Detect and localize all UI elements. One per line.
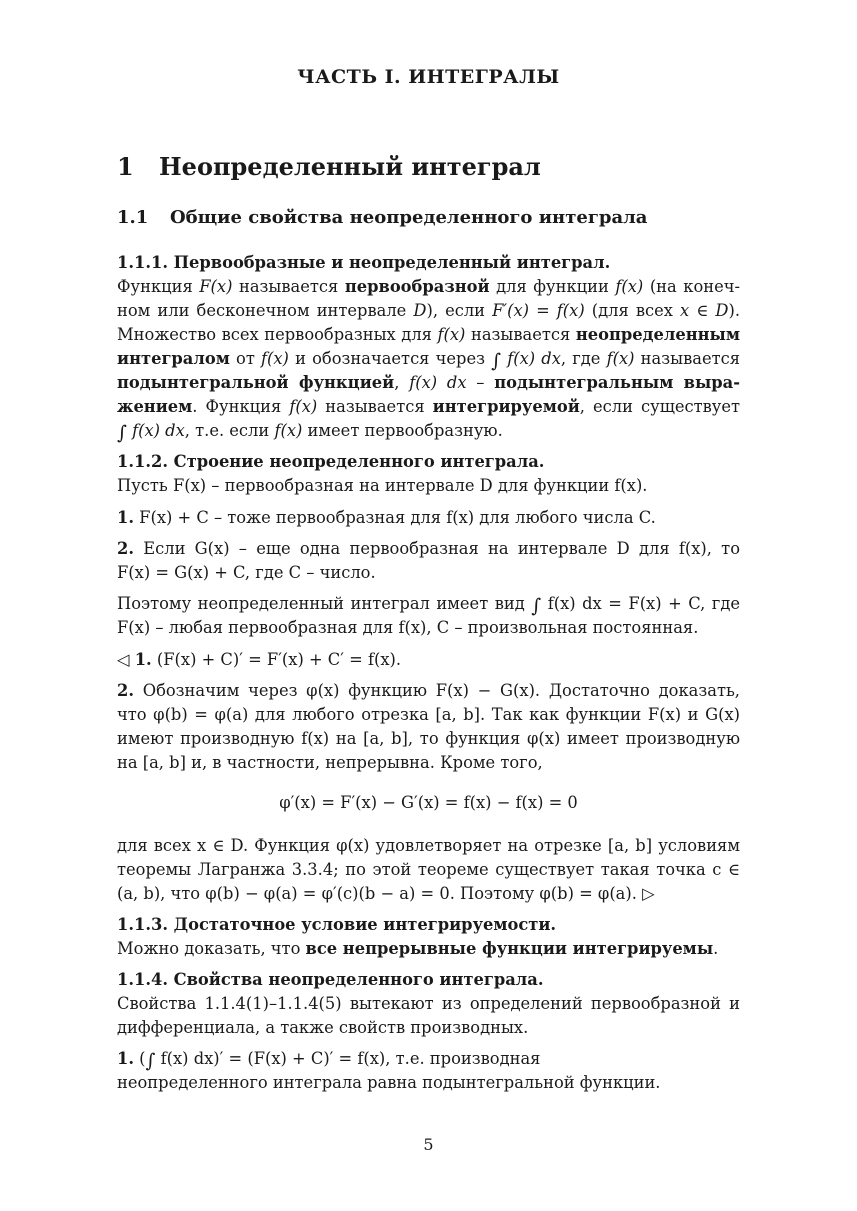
subsection-heading <box>117 207 740 228</box>
term-antiderivative: первообразной <box>344 277 490 296</box>
integral-sign: ∫ <box>117 422 127 444</box>
proof-2-line-4: на [a, b] и, в частности, непрерывна. Кроме того, <box>117 753 543 772</box>
therefore-line-2: F(x) – любая первообразная для f(x), C – произвольная постоянная. <box>117 618 699 637</box>
subsection-title: Общие свойства неопределенного интеграла <box>170 207 648 228</box>
heading-1-1-1: 1.1.1. Первообразные и неопределенный интеграл. <box>117 253 611 272</box>
s111-line-5: подынтегральной функцией, f(x) dx – подынтегральным выра- <box>117 373 740 392</box>
page-number: 5 <box>423 1135 434 1154</box>
proof-2-line-3: имеют производную f(x) на [a, b], то функция φ(x) имеет производную <box>117 729 740 748</box>
integral-sign: ∫ <box>491 350 502 372</box>
integral-sign: ∫ <box>145 1050 156 1072</box>
property-2-line-1: 2. Если G(x) – еще одна первообразная на интервале D для f(x), то <box>117 539 740 558</box>
therefore-line-1: Поэтому неопределенный интеграл имеет вид ∫ f(x) dx = F(x) + C, где <box>117 594 741 617</box>
heading-1-1-4: 1.1.4. Свойства неопределенного интеграла. <box>117 970 544 989</box>
s111-line-1: Функция F(x) называется первообразной для функции f(x) (на конеч- <box>117 277 740 296</box>
s111-line-2: ном или бесконечном интервале D), если F′(x) = f(x) (для всех x ∈ D). <box>117 301 741 320</box>
proof-1: ◁ 1. (F(x) + C)′ = F′(x) + C′ = f(x). <box>117 650 402 669</box>
s114-property-1-line-2: неопределенного интеграла равна подынтегральной функции. <box>117 1073 661 1092</box>
s111-line-6: жением. Функция f(x) называется интегрируемой, если существует <box>117 397 740 416</box>
part-title: ЧАСТЬ I. ИНТЕГРАЛЫ <box>297 66 560 88</box>
s112-intro: Пусть F(x) – первообразная на интервале D для функции f(x). <box>117 476 648 495</box>
section-title: Неопределенный интеграл <box>159 152 541 181</box>
term-continuous-integrable: все непрерывные функции интегрируемы <box>305 939 714 958</box>
proof-2-line-2: что φ(b) = φ(a) для любого отрезка [a, b]. Так как функции F(x) и G(x) <box>117 705 740 724</box>
proof-2-line-5: для всех x ∈ D. Функция φ(x) удовлетворяет на отрезке [a, b] условиям <box>117 836 740 855</box>
property-1: 1. F(x) + C – тоже первообразная для f(x) для любого числа C. <box>117 508 656 527</box>
integral-sign: ∫ <box>531 595 542 617</box>
s111-line-4: интегралом от f(x) и обозначается через ∫ f(x) dx, где f(x) называется <box>117 349 740 372</box>
term-integrable: интегрируемой <box>432 397 580 416</box>
heading-1-1-2: 1.1.2. Строение неопределенного интеграла. <box>117 452 545 471</box>
s113-text: Можно доказать, что все непрерывные функции интегрируемы. <box>117 939 719 958</box>
heading-1-1-3: 1.1.3. Достаточное условие интегрируемости. <box>117 915 557 934</box>
term-integrand: подынтегральной функцией <box>117 373 395 392</box>
proof-2-line-1: 2. Обозначим через φ(x) функцию F(x) − G(x). Достаточно доказать, <box>117 681 740 700</box>
proof-2-line-6: теоремы Лагранжа 3.3.4; по этой теореме существует такая точка c ∈ <box>117 860 740 879</box>
term-integrand-expression: подынтегральным выра- <box>494 373 740 392</box>
proof-2-line-7: (a, b), что φ(b) − φ(a) = φ′(c)(b − a) = 0. Поэтому φ(b) = φ(a). ▷ <box>117 884 655 903</box>
proof-start-icon: ◁ <box>117 650 130 669</box>
section-heading <box>117 152 740 181</box>
s114-property-1: 1. (∫ f(x) dx)′ = (F(x) + C)′ = f(x), т.е. производная <box>117 1049 541 1072</box>
s111-line-3: Множество всех первообразных для f(x) называется неопределенным <box>117 325 740 344</box>
s114-line-2: дифференциала, а также свойств производных. <box>117 1018 529 1037</box>
s111-line-7: ∫ f(x) dx, т.е. если f(x) имеет первообразную. <box>117 421 503 444</box>
property-2-line-2: F(x) = G(x) + C, где C – число. <box>117 563 376 582</box>
display-equation: φ′(x) = F′(x) − G′(x) = f(x) − f(x) = 0 <box>279 793 578 812</box>
subsection-number: 1.1 <box>117 207 149 228</box>
s114-line-1: Свойства 1.1.4(1)–1.1.4(5) вытекают из определений первообразной и <box>117 994 740 1013</box>
section-number: 1 <box>117 152 134 181</box>
term-indefinite: неопределенным <box>575 325 740 344</box>
